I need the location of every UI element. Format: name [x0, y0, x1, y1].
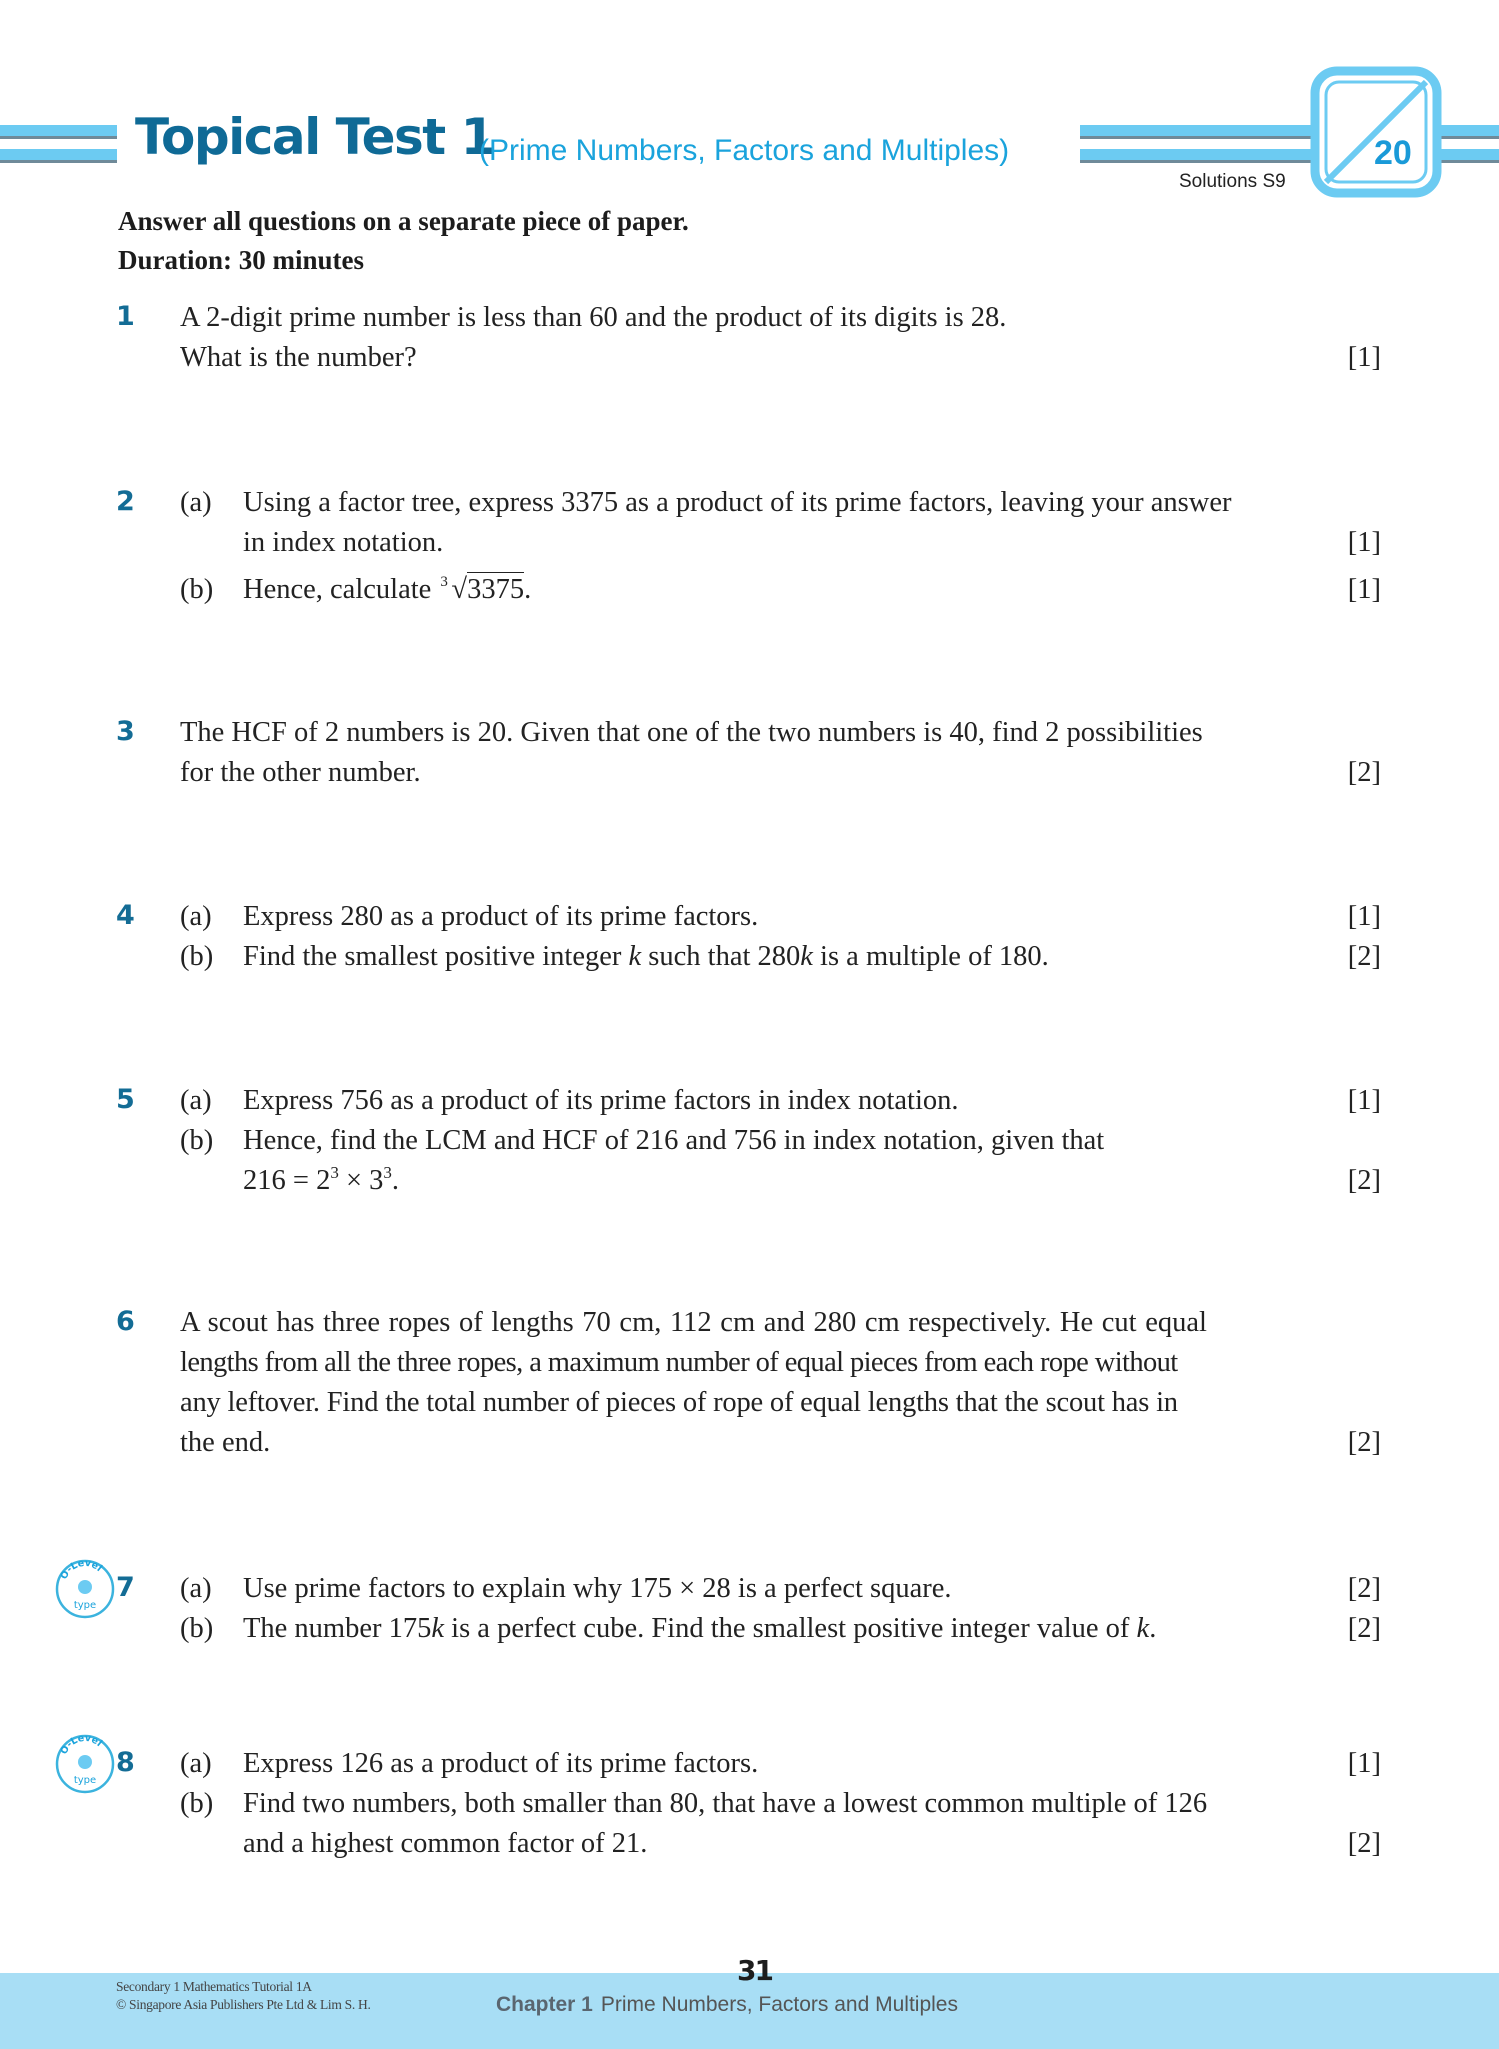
- header-bar-left-bottom: [0, 149, 117, 163]
- question-number: 3: [116, 716, 135, 747]
- question-number: 6: [116, 1306, 135, 1337]
- part-label: (b): [180, 1788, 214, 1819]
- marks: [1]: [1347, 901, 1381, 932]
- root-index: 3: [440, 574, 448, 590]
- part-text: Use prime factors to explain why 175 × 28 is a perfect square.: [243, 1573, 952, 1604]
- o-level-type-badge-icon: [54, 1733, 116, 1795]
- question-number: 7: [116, 1572, 135, 1603]
- book-title: Secondary 1 Mathematics Tutorial 1A: [116, 1979, 312, 1994]
- chapter-number: Chapter 1: [496, 1993, 593, 2016]
- question-text: for the other number.: [180, 757, 421, 788]
- question-text: A scout has three ropes of lengths 70 cm, 112 cm and 280 cm respectively. He cut equal: [180, 1307, 1207, 1338]
- text-segment: such that 280: [641, 941, 801, 972]
- radical-sign: √3375: [451, 574, 525, 605]
- total-marks: 20: [1374, 134, 1412, 172]
- part-label: (b): [180, 941, 214, 972]
- part-label: (b): [180, 574, 214, 605]
- part-label: (a): [180, 1573, 212, 1604]
- header-bar-right-bottom: [1440, 149, 1499, 163]
- part-text: Express 126 as a product of its prime factors.: [243, 1748, 759, 1779]
- question-number: 4: [116, 900, 135, 931]
- text-before-root: Hence, calculate: [243, 574, 439, 605]
- marks: [2]: [1347, 1828, 1381, 1859]
- part-label: (b): [180, 1125, 214, 1156]
- score-box-icon: [1310, 66, 1442, 198]
- part-label: (a): [180, 1748, 212, 1779]
- solutions-reference: Solutions S9: [1179, 171, 1286, 192]
- part-text: [243, 1609, 1380, 1649]
- chapter-title: Prime Numbers, Factors and Multiples: [600, 1993, 958, 2016]
- exponent: 3: [383, 1163, 392, 1182]
- marks: [2]: [1347, 1573, 1381, 1604]
- question-text: the end.: [180, 1427, 271, 1458]
- header-bar-left-top: [0, 125, 117, 139]
- question-text: What is the number?: [180, 342, 417, 373]
- question-text: any leftover. Find the total number of pieces of rope of equal lengths that the scout has in: [180, 1387, 1178, 1418]
- part-text: [243, 570, 1380, 610]
- text-segment: is a perfect cube. Find the smallest positive integer value of: [444, 1613, 1137, 1644]
- variable: k: [1136, 1613, 1150, 1644]
- question-number: 5: [116, 1084, 135, 1115]
- equation: [243, 1161, 1380, 1201]
- svg-text:O-Level: O-Level: [58, 1733, 105, 1757]
- part-text: Express 756 as a product of its prime factors in index notation.: [243, 1085, 959, 1116]
- part-label: (a): [180, 901, 212, 932]
- text-segment: Find the smallest positive integer: [243, 941, 629, 972]
- o-level-type-badge-icon: [54, 1558, 116, 1620]
- radicand: 3375: [467, 574, 525, 605]
- chapter-label: [496, 1993, 958, 2017]
- header-bar-mid-top: [1080, 125, 1312, 139]
- text-segment: × 3: [338, 1165, 384, 1196]
- part-text: in index notation.: [243, 527, 444, 558]
- question-number: 8: [116, 1747, 135, 1778]
- text-segment: The number 175: [243, 1613, 432, 1644]
- question-text: lengths from all the three ropes, a maximum number of equal pieces from each rope without: [180, 1347, 1178, 1378]
- instructions-line: Answer all questions on a separate piece of paper.: [118, 206, 689, 236]
- variable: k: [628, 941, 642, 972]
- marks: [2]: [1347, 1613, 1381, 1644]
- question-text: A 2-digit prime number is less than 60 and the product of its digits is 28.: [180, 302, 1007, 333]
- marks: [1]: [1347, 527, 1381, 558]
- text-after-root: .: [524, 574, 532, 605]
- page-subtitle: (Prime Numbers, Factors and Multiples): [479, 134, 1010, 167]
- header-bar-mid-bottom: [1080, 149, 1312, 163]
- marks: [1]: [1347, 342, 1381, 373]
- marks: [2]: [1347, 1427, 1381, 1458]
- exponent: 3: [330, 1163, 339, 1182]
- part-text: Express 280 as a product of its prime factors.: [243, 901, 759, 932]
- svg-text:O-Level: O-Level: [58, 1558, 105, 1582]
- part-text: [243, 937, 1380, 977]
- text-segment: is a multiple of 180.: [812, 941, 1049, 972]
- question-text: The HCF of 2 numbers is 20. Given that one of the two numbers is 40, find 2 possibilities: [180, 717, 1203, 748]
- copyright: © Singapore Asia Publishers Pte Ltd & Lim S. H.: [116, 1997, 371, 2012]
- part-label: (a): [180, 1085, 212, 1116]
- part-label: (b): [180, 1613, 214, 1644]
- part-text: and a highest common factor of 21.: [243, 1828, 648, 1859]
- duration-line: Duration: 30 minutes: [118, 245, 365, 275]
- variable: k: [800, 941, 813, 972]
- svg-text:type: type: [73, 1600, 97, 1611]
- text-segment: .: [1149, 1613, 1157, 1644]
- part-label: (a): [180, 487, 212, 518]
- svg-text:type: type: [73, 1775, 97, 1786]
- page-number: 31: [737, 1954, 772, 1987]
- page-title: Topical Test 1: [135, 108, 494, 166]
- text-segment: .: [391, 1165, 400, 1196]
- part-text: Find two numbers, both smaller than 80, that have a lowest common multiple of 126: [243, 1788, 1208, 1819]
- marks: [2]: [1347, 757, 1381, 788]
- cube-root: [438, 570, 524, 610]
- marks: [2]: [1347, 1165, 1381, 1196]
- header-bar-right-top: [1440, 125, 1499, 139]
- marks: [2]: [1347, 941, 1381, 972]
- marks: [1]: [1347, 1748, 1381, 1779]
- part-text: Hence, find the LCM and HCF of 216 and 756 in index notation, given that: [243, 1125, 1105, 1156]
- question-number: 2: [116, 486, 135, 517]
- marks: [1]: [1347, 1085, 1381, 1116]
- marks: [1]: [1347, 574, 1381, 605]
- text-segment: 216 = 2: [243, 1165, 331, 1196]
- question-number: 1: [116, 301, 135, 332]
- part-text: Using a factor tree, express 3375 as a product of its prime factors, leaving your answer: [243, 487, 1232, 518]
- variable: k: [431, 1613, 445, 1644]
